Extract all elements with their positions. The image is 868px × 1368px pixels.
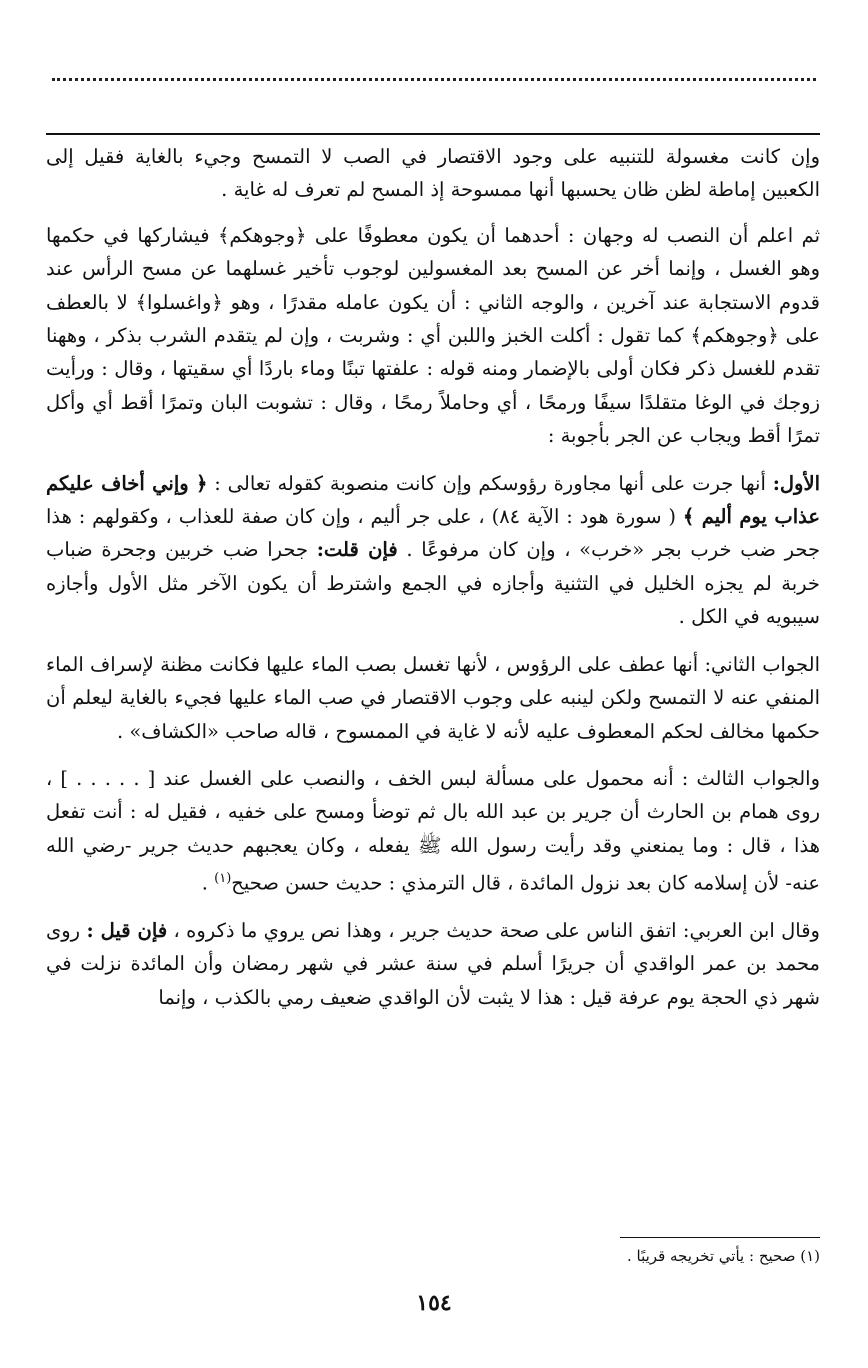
paragraph-6 (46, 914, 820, 1014)
paragraph-3-text-a: أنها جرت على أنها مجاورة رؤوسكم وإن كانت منصوبة كقوله تعالى : (207, 471, 773, 495)
paragraph-1: وإن كانت مغسولة للتنبيه على وجود الاقتصار في الصب لا التمسح وجيء بالغاية فقيل إلى الكعبين إماطة لظن ظان يحسبها أنها ممسوحة إذ المسح لم تعرف له غاية . (46, 145, 820, 202)
paragraph-5-end: . (201, 871, 215, 895)
paragraph-5 (46, 762, 820, 900)
page-number: ١٥٤ (416, 1290, 452, 1316)
paragraph-3 (46, 467, 820, 634)
paragraph-5-text: والجواب الثالث : أنه محمول على مسألة لبس الخف ، والنصب على الغسل عند [ . . . . . ] ، روى همام بن الحارث أن جرير بن عبد الله بال ثم توضأ ومسح على خفيه ، فقيل له : أنت تفعل هذا ، قال : وما يمنعني وقد رأيت رسول الله ﷺ يفعله ، وكان يعجبهم حديث جرير -رضي الله عنه- لأن إسلامه كان بعد نزول المائدة ، قال الترمذي : حديث حسن صحيح (46, 766, 820, 895)
quran-quote: ﴿ وإني أخاف عليكم عذاب يوم أليم ﴾ (46, 471, 820, 529)
paragraph-6-text-a: وقال ابن العربي: اتفق الناس على صحة حديث جرير ، وهذا نص يروي ما ذكروه ، (167, 919, 820, 943)
main-text (46, 140, 820, 1028)
header-rule (46, 133, 820, 135)
paragraph-2: ثم اعلم أن النصب له وجهان : أحدهما أن يكون معطوفًا على ﴿وجوهكم﴾ فيشاركها في حكمها وهو الغسل ، وإنما أخر عن المسح بعد المغسولين لوجوب تأخير غسلهما عن مسح الرأس عند قدوم الاستجابة عند آخرين ، والوجه الثاني : أن يكون عامله مقدرًا ، وهو ﴿واغسلوا﴾ لا بالعطف على ﴿وجوهكم﴾ كما تقول : أكلت الخبز واللبن أي : وشربت ، وإن لم يتقدم الشرب بذكر ، وههنا تقدم للغسل ذكر فكان أولى بالإضمار ومنه قوله : علفتها تبنًا وماء باردًا أي سقيتها ، وقال : ورأيت زوجك في الوغا متقلدًا سيفًا ورمحًا ، أي وحاملاً رمحًا ، وقال : تشوبت البان وتمرًا أقط أي وأكل تمرًا أقط ويجاب عن الجر بأجوبة : (46, 223, 820, 448)
paragraph-3-text-c: جحرا ضب خربين وجحرة ضباب خربة لم يجزه الخليل في التثنية وأجازه في الجمع واشترط أن يكون الآخر مثل الأول وأجازه سيبويه في الكل . (46, 538, 820, 629)
paragraph-3-text-b: ( سورة هود : الآية ٨٤) ، على جر أليم ، وإن كان صفة للعذاب ، وكقولهم : هذا جحر ضب خرب بجر «خرب» ، وإن كان مرفوعًا . (46, 505, 820, 562)
paragraph-6-text-b: روى محمد بن عمر الواقدي أن جريرًا أسلم في سنة عشر في شهر رمضان وأن المائدة نزلت في شهر ذي الحجة يوم عرفة قيل : هذا لا يثبت لأن الواقدي ضعيف رمي بالكذب ، وإنما (46, 919, 820, 1009)
paragraph-4: الجواب الثاني: أنها عطف على الرؤوس ، لأنها تغسل بصب الماء عليها فكانت مظنة لإسراف الماء المنفي عنه لا التمسح ولكن لينبه على وجوب الاقتصار في صب الماء عليها فجيء بالغاية ليعلم أن حكمها مخالف لحكم المعطوف عليه لأنه لا غاية في الممسوح ، قاله صاحب «الكشاف» . (46, 652, 820, 743)
footnote-rule (620, 1237, 820, 1238)
objection-label: فإن قلت: (316, 538, 398, 562)
footnote: (١) صحيح : يأتي تخريجه قريبًا . (626, 1247, 820, 1265)
footnote-ref: (١) (214, 871, 232, 887)
objection-label-2: فإن قيل : (86, 919, 168, 943)
answer-label-first: الأول: (772, 471, 821, 495)
header-dotted-line (52, 78, 816, 81)
